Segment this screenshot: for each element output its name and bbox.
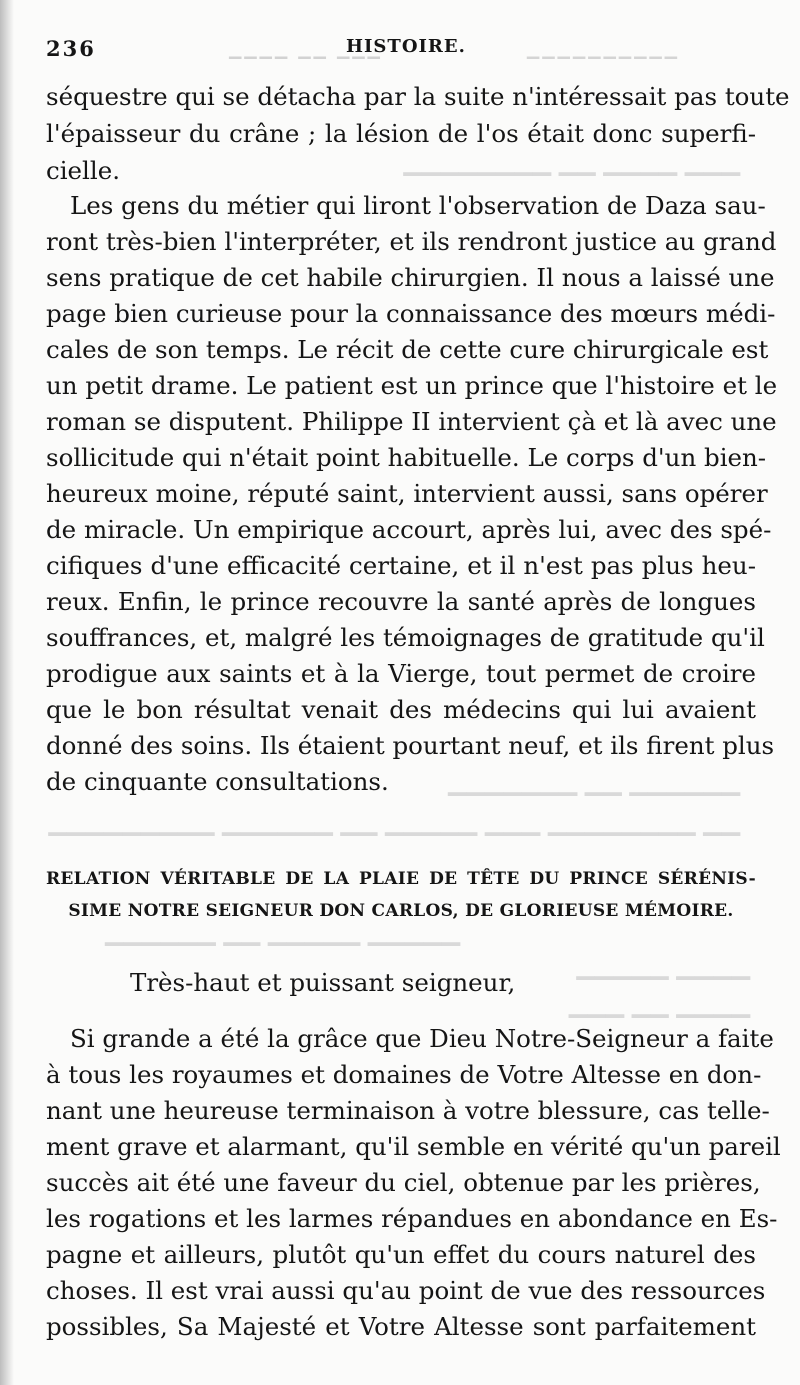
text-line: sollicitude qui n'était point habituelle. Le corps d'un bien- [46, 443, 767, 472]
text-line: sens pratique de cet habile chirurgien. Il nous a laissé une [46, 263, 775, 292]
text-line: prodigue aux saints et à la Vierge, tout permet de croire [46, 659, 756, 688]
show-through-ghost: ▁▁▁▁▁ ▁▁▁▁▁ ▁▁ ▁▁▁▁▁▁ [104, 918, 460, 946]
text-line: roman se disputent. Philippe II intervient çà et là avec une [46, 407, 777, 436]
show-through-ghost: ▁▁▁ ▁▁ ▁▁▁▁ [226, 40, 380, 59]
show-through-ghost: ▁▁▁▁ ▁▁▁▁▁ [576, 952, 750, 980]
running-head [46, 36, 758, 66]
text-line: à tous les royaumes et domaines de Votre Altesse en don- [46, 1060, 762, 1089]
text-line: possibles, Sa Majesté et Votre Altesse sont parfaitement [46, 1312, 756, 1341]
text-line: souffrances, et, malgré les témoignages de gratitude qu'il [46, 623, 765, 652]
text-line: donné des soins. Ils étaient pourtant neuf, et ils firent plus [46, 731, 775, 760]
show-through-ghost: ▁▁▁ ▁▁▁▁ ▁▁ ▁▁▁▁▁▁▁▁ [403, 148, 740, 176]
show-through-ghost: ▁▁▁▁▁▁ ▁▁ ▁▁▁▁▁▁▁ [447, 768, 740, 796]
text-line: les rogations et les larmes répandues en abondance en Es- [46, 1204, 778, 1233]
text-line: page bien curieuse pour la connaissance des mœurs médi- [46, 299, 776, 328]
text-line: Si grande a été la grâce que Dieu Notre-Seigneur a faite [70, 1024, 774, 1053]
text-line: l'épaisseur du crâne ; la lésion de l'os était donc superfi- [46, 119, 756, 148]
running-title: HISTOIRE. [346, 36, 466, 57]
text-line: Les gens du métier qui liront l'observation de Daza sau- [70, 191, 766, 220]
page-gutter-shadow [0, 0, 14, 1385]
text-line: cifiques d'une efficacité certaine, et il n'est pas plus heu- [46, 551, 756, 580]
show-through-ghost: ▁▁ ▁▁▁▁▁▁▁▁ ▁▁▁ ▁▁▁▁▁ ▁▁ ▁▁▁▁▁▁ ▁▁▁▁▁▁▁▁▁ [48, 808, 740, 836]
text-line: cielle. [46, 156, 121, 185]
show-through-ghost: ▁▁▁▁▁▁▁▁▁▁ [524, 40, 678, 59]
text-line: reux. Enfin, le prince recouvre la santé après de longues [46, 587, 756, 616]
salutation: Très-haut et puissant seigneur, [130, 968, 516, 997]
page-number: 236 [46, 36, 96, 61]
text-line: choses. Il est vrai aussi qu'au point de vue des ressources [46, 1276, 766, 1305]
text-line: succès ait été une faveur du ciel, obtenue par les prières, [46, 1168, 761, 1197]
show-through-ghost: ▁▁▁▁ ▁▁ ▁▁▁ [568, 990, 750, 1018]
text-line: nant une heureuse terminaison à votre blessure, cas telle- [46, 1096, 770, 1125]
text-line: un petit drame. Le patient est un prince que l'histoire et le [46, 371, 778, 400]
text-line: cales de son temps. Le récit de cette cure chirurgicale est [46, 335, 769, 364]
text-line: ront très-bien l'interpréter, et ils rendront justice au grand [46, 227, 777, 256]
text-line: heureux moine, réputé saint, intervient aussi, sans opérer [46, 479, 768, 508]
text-line: de cinquante consultations. [46, 767, 389, 796]
section-heading-line: SIME NOTRE SEIGNEUR DON CARLOS, DE GLORIEUSE MÉMOIRE. [68, 901, 734, 921]
text-line: ment grave et alarmant, qu'il semble en vérité qu'un pareil [46, 1132, 781, 1161]
text-line: séquestre qui se détacha par la suite n'intéressait pas toute [46, 82, 790, 111]
text-line: pagne et ailleurs, plutôt qu'un effet du cours naturel des [46, 1240, 756, 1269]
section-heading-line: RELATION VÉRITABLE DE LA PLAIE DE TÊTE DU PRINCE SÉRÉNIS- [46, 869, 756, 889]
text-line: de miracle. Un empirique accourt, après lui, avec des spé- [46, 515, 772, 544]
text-line: que le bon résultat venait des médecins qui lui avaient [46, 695, 756, 724]
